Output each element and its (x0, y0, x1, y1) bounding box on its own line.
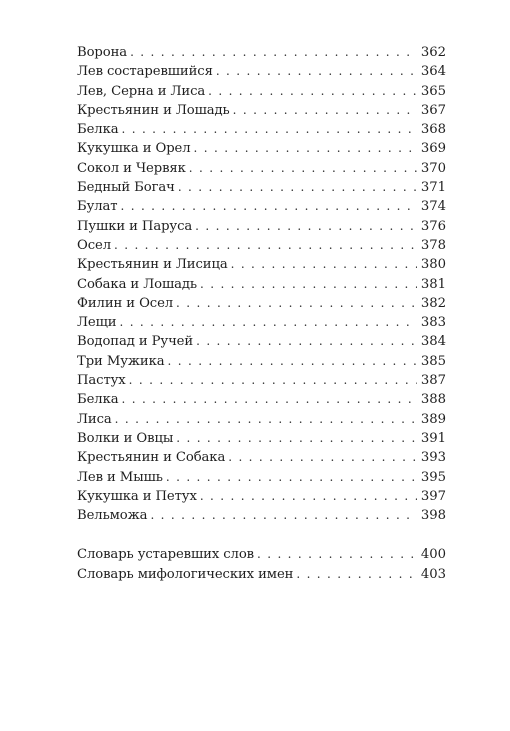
toc-entry (77, 371, 446, 390)
toc-entry-page: 364 (420, 64, 446, 80)
toc-entry-title: Лещи (77, 315, 117, 331)
toc-entry-title: Лев, Серна и Лиса (77, 83, 206, 99)
toc-entry-title: Пушки и Паруса (77, 218, 193, 234)
toc-entry (77, 506, 446, 525)
toc-entry (77, 468, 446, 487)
toc-entry (77, 255, 446, 274)
toc-entry-page: 403 (420, 566, 446, 582)
toc-entry-title: Водопад и Ручей (77, 334, 194, 350)
toc-entry (77, 332, 446, 351)
toc-entry (77, 120, 446, 139)
toc-entry (77, 429, 446, 448)
toc-entry-page: 382 (420, 295, 446, 311)
toc-entry (77, 217, 446, 236)
toc-entry-page: 367 (420, 102, 446, 118)
toc-entry-page: 387 (420, 373, 446, 389)
toc-entry (77, 313, 446, 332)
toc-entry-page: 384 (420, 334, 446, 350)
dot-leader (166, 468, 417, 487)
dot-leader (233, 101, 417, 120)
dot-leader (189, 159, 417, 178)
toc-entry-page: 370 (420, 160, 446, 176)
dot-leader (114, 236, 417, 255)
dot-leader (200, 487, 417, 506)
toc-entry-title: Белка (77, 122, 119, 138)
toc-entry (77, 390, 446, 409)
section-spacer (77, 525, 446, 545)
dot-leader (129, 371, 417, 390)
toc-entry-title: Пастух (77, 373, 126, 389)
dot-leader (150, 506, 417, 525)
toc-entry (77, 236, 446, 255)
toc-entry-page: 371 (420, 180, 446, 196)
dot-leader (194, 139, 417, 158)
toc-entry-page: 374 (420, 199, 446, 215)
dot-leader (200, 275, 417, 294)
toc-appendix-list (77, 545, 446, 584)
toc-entry-page: 388 (420, 392, 446, 408)
toc-entry-page: 378 (420, 237, 446, 253)
toc-entry-page: 383 (420, 315, 446, 331)
dot-leader (115, 410, 417, 429)
toc-entry-page: 381 (420, 276, 446, 292)
dot-leader (168, 352, 417, 371)
toc-entry-title: Сокол и Червяк (77, 160, 186, 176)
dot-leader (231, 255, 417, 274)
dot-leader (195, 217, 417, 236)
toc-entry-title: Словарь устаревших слов (77, 547, 254, 563)
table-of-contents (77, 43, 446, 584)
toc-entry-page: 400 (420, 547, 446, 563)
toc-entry (77, 159, 446, 178)
toc-entry-title: Крестьянин и Лисица (77, 257, 228, 273)
toc-entry-page: 376 (420, 218, 446, 234)
dot-leader (196, 332, 417, 351)
toc-entry-page: 398 (420, 508, 446, 524)
toc-entry (77, 448, 446, 467)
toc-entry (77, 139, 446, 158)
toc-entry-page: 393 (420, 450, 446, 466)
toc-main-list (77, 43, 446, 525)
toc-entry (77, 487, 446, 506)
toc-entry-page: 365 (420, 83, 446, 99)
dot-leader (228, 448, 417, 467)
toc-entry-title: Три Мужика (77, 353, 165, 369)
dot-leader (178, 178, 417, 197)
dot-leader (176, 429, 417, 448)
toc-entry-page: 380 (420, 257, 446, 273)
toc-entry-page: 391 (420, 430, 446, 446)
toc-entry (77, 294, 446, 313)
toc-entry-title: Булат (77, 199, 118, 215)
dot-leader (216, 62, 417, 81)
toc-entry-page: 395 (420, 469, 446, 485)
toc-entry (77, 352, 446, 371)
toc-entry (77, 197, 446, 216)
toc-entry (77, 101, 446, 120)
toc-entry (77, 178, 446, 197)
toc-entry (77, 275, 446, 294)
toc-entry (77, 82, 446, 101)
toc-entry-page: 362 (420, 45, 446, 60)
dot-leader (296, 565, 417, 584)
toc-entry-title: Бедный Богач (77, 180, 175, 196)
toc-entry (77, 62, 446, 81)
dot-leader (130, 43, 417, 62)
dot-leader (121, 390, 417, 409)
toc-entry-title: Собака и Лошадь (77, 276, 197, 292)
toc-entry-page: 389 (420, 411, 446, 427)
toc-entry-title: Лев состаревшийся (77, 64, 213, 80)
dot-leader (257, 545, 417, 564)
toc-appendix-entry (77, 545, 446, 564)
dot-leader (119, 313, 417, 332)
toc-entry-title: Словарь мифологических имен (77, 566, 294, 582)
toc-entry-title: Крестьянин и Лошадь (77, 102, 230, 118)
dot-leader (121, 197, 418, 216)
toc-appendix-entry (77, 565, 446, 584)
toc-entry-title: Кукушка и Орел (77, 141, 191, 157)
toc-entry-page: 368 (420, 122, 446, 138)
toc-entry-title: Крестьянин и Собака (77, 450, 226, 466)
dot-leader (176, 294, 417, 313)
toc-entry-title: Кукушка и Петух (77, 488, 197, 504)
toc-entry-title: Филин и Осел (77, 295, 174, 311)
toc-entry-title: Лиса (77, 411, 112, 427)
toc-entry-page: 397 (420, 488, 446, 504)
toc-entry-page: 385 (420, 353, 446, 369)
toc-entry-page: 369 (420, 141, 446, 157)
dot-leader (121, 120, 417, 139)
toc-entry (77, 43, 446, 62)
toc-entry-title: Волки и Овцы (77, 430, 174, 446)
toc-entry-title: Лев и Мышь (77, 469, 163, 485)
toc-entry-title: Белка (77, 392, 119, 408)
toc-entry (77, 410, 446, 429)
dot-leader (208, 82, 417, 101)
toc-entry-title: Ворона (77, 45, 128, 60)
toc-entry-title: Осел (77, 237, 111, 253)
toc-entry-title: Вельможа (77, 508, 148, 524)
